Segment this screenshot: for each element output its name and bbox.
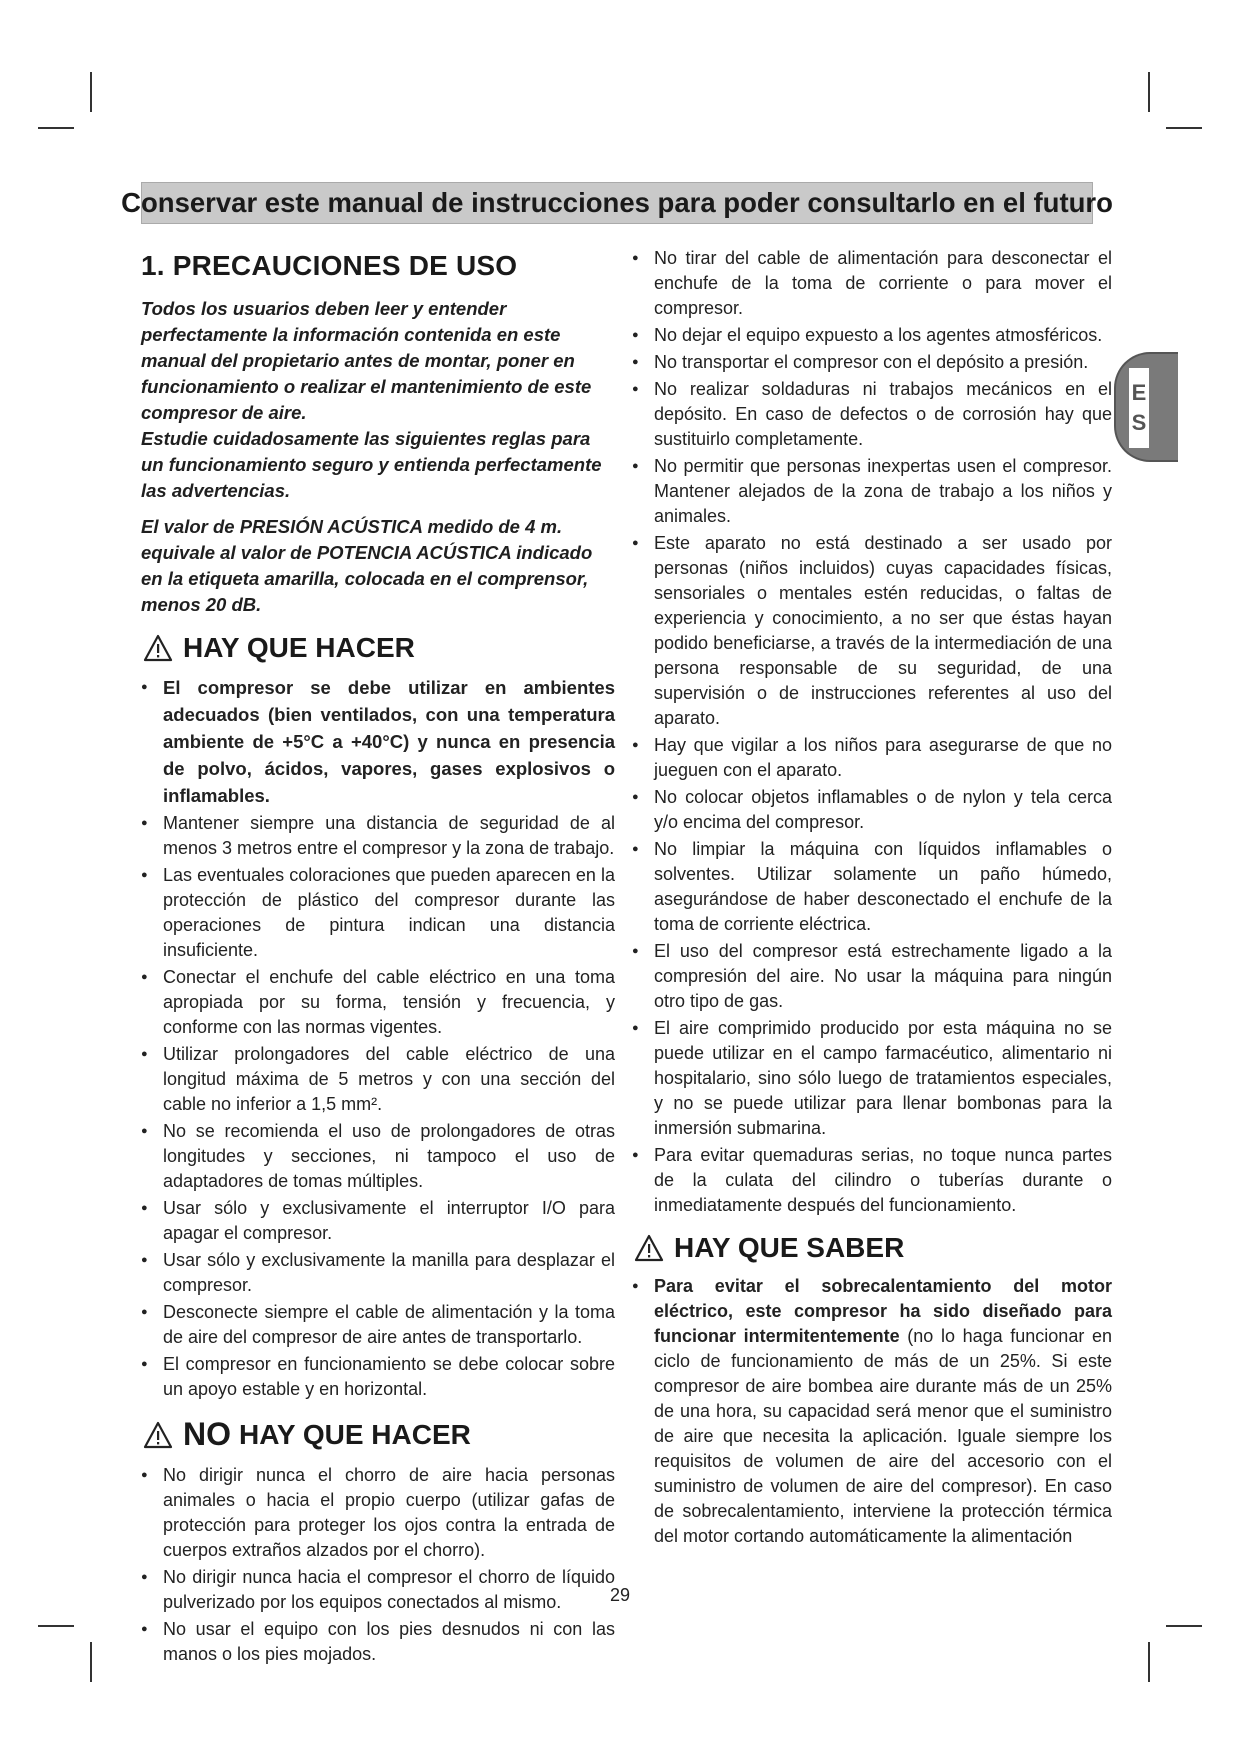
list-item <box>632 1274 1112 1549</box>
intro-paragraph: Todos los usuarios deben leer y entender perfectamente la información contenida en este manual del propietario antes de montar, poner en funcionamiento o realizar el mantenimiento de este compresor de aire. <box>141 298 592 423</box>
crop-mark <box>1148 72 1150 112</box>
list-item: ● No dirigir nunca hacia el compresor el chorro de líquido pulverizado por los equipos conectados al mismo. <box>141 1565 615 1615</box>
left-column <box>141 246 615 1669</box>
list-item: ● No dejar el equipo expuesto a los agentes atmosféricos. <box>632 323 1112 348</box>
list-item: ● El compresor en funcionamiento se debe colocar sobre un apoyo estable y en horizontal. <box>141 1352 615 1402</box>
list-item: ● El compresor se debe utilizar en ambientes adecuados (bien ventilados, con una temperatura ambiente de +5°C a +40°C) y nunca en presencia de polvo, ácidos, vapores, gases explosivos o inflamables. <box>141 674 615 809</box>
know-heading <box>634 1232 1112 1264</box>
list-item: ● Utilizar prolongadores del cable eléctrico de una longitud máxima de 5 metros y con una sección del cable no inferior a 1,5 mm². <box>141 1042 615 1117</box>
know-heading-text: HAY QUE SABER <box>674 1232 905 1263</box>
section-title: 1. PRECAUCIONES DE USO <box>141 250 518 281</box>
list-item: ● Las eventuales coloraciones que pueden aparecen en la protección de plástico del compresor durante las operaciones de pintura indican una distancia insuficiente. <box>141 863 615 963</box>
list-item: ● No realizar soldaduras ni trabajos mecánicos en el depósito. En caso de defectos o de corrosión hay que sustituirlo completamente. <box>632 377 1112 452</box>
language-tab-label <box>1129 368 1149 448</box>
do-list <box>141 674 615 1402</box>
do-heading <box>143 632 615 664</box>
know-item-text: (no lo haga funcionar en ciclo de funcionamiento de más de un 25%. Si este compresor de aire bombea aire durante más de un 25% de una hora, su capacidad será menor que el suministro de aire que necesita la aplicación. Iguale siempre los requisitos de volumen de aire del accesorio con el suministro de volumen de aire del compresor). En caso de sobrecalentamiento, interviene la protección térmica del motor cortando automáticamente la alimentación <box>654 1326 1112 1546</box>
warning-icon <box>634 1234 664 1262</box>
list-item: ● Este aparato no está destinado a ser usado por personas (niños incluidos) cuyas capacidades físicas, sensoriales o mentales estén reducidas, o faltas de experiencia y conocimiento, a no ser que éstas hayan podido beneficiarse, a través de la intermediación de una persona responsable de su seguridad, de una supervisión o de instrucciones referentes al uso del aparato. <box>632 531 1112 731</box>
dont-heading-text: HAY QUE HACER <box>239 1418 471 1450</box>
page-number: 29 <box>609 1585 631 1605</box>
language-tab <box>1114 352 1178 462</box>
crop-mark <box>1166 1625 1202 1627</box>
list-item: ● Conectar el enchufe del cable eléctrico en una toma apropiada por su forma, tensión y frecuencia, y conforme con las normas vigentes. <box>141 965 615 1040</box>
crop-mark <box>90 72 92 112</box>
dont-heading-no: NO <box>183 1416 231 1452</box>
header-banner: Conservar este manual de instrucciones para poder consultarlo en el futuro <box>141 182 1093 224</box>
list-item: ● No usar el equipo con los pies desnudos ni con las manos o los pies mojados. <box>141 1617 615 1667</box>
list-item: ● Usar sólo y exclusivamente la manilla para desplazar el compresor. <box>141 1248 615 1298</box>
list-item: ● No colocar objetos inflamables o de nylon y tela cerca y/o encima del compresor. <box>632 785 1112 835</box>
list-item: ● Usar sólo y exclusivamente el interruptor I/O para apagar el compresor. <box>141 1196 615 1246</box>
list-item: ● Para evitar quemaduras serias, no toque nunca partes de la culata del cilindro o tuberías durante o inmediatamente después del funcionamiento. <box>632 1143 1112 1218</box>
crop-mark <box>38 1625 74 1627</box>
list-item: ● Hay que vigilar a los niños para asegurarse de que no jueguen con el aparato. <box>632 733 1112 783</box>
crop-mark <box>1166 127 1202 129</box>
list-item: ● No limpiar la máquina con líquidos inflamables o solventes. Utilizar solamente un paño húmedo, asegurándose de haber desconectado el enchufe de la toma de corriente eléctrica. <box>632 837 1112 937</box>
crop-mark <box>90 1642 92 1682</box>
list-item: ● No se recomienda el uso de prolongadores de otras longitudes y secciones, ni tampoco el uso de adaptadores de tomas múltiples. <box>141 1119 615 1194</box>
list-item: ● Desconecte siempre el cable de alimentación y la toma de aire del compresor de aire antes de transportarlo. <box>141 1300 615 1350</box>
right-column <box>632 246 1112 1551</box>
list-item: ● No transportar el compresor con el depósito a presión. <box>632 350 1112 375</box>
intro-paragraph: Estudie cuidadosamente las siguientes reglas para un funcionamiento seguro y entienda perfectamente las advertencias. <box>141 428 602 501</box>
list-item: ● El aire comprimido producido por esta máquina no se puede utilizar en el campo farmacéutico, alimentario ni hospitalario, sino sólo luego de tratamientos especiales, y no se puede utilizar para llenar bombonas para la inmersión submarina. <box>632 1016 1112 1141</box>
list-item: ● No permitir que personas inexpertas usen el compresor. Mantener alejados de la zona de trabajo a los niños y animales. <box>632 454 1112 529</box>
dont-list-right <box>632 246 1112 1218</box>
intro-paragraph: El valor de PRESIÓN ACÚSTICA medido de 4 m. equivale al valor de POTENCIA ACÚSTICA indicado en la etiqueta amarilla, colocada en el comprensor, menos 20 dB. <box>141 516 593 615</box>
know-list <box>632 1274 1112 1549</box>
crop-mark <box>38 127 74 129</box>
language-letter: S <box>1131 410 1147 435</box>
list-item: ● No dirigir nunca el chorro de aire hacia personas animales o hacia el propio cuerpo (utilizar gafas de protección para proteger los ojos contra la entrada de cuerpos extraños alzados por el chorro). <box>141 1463 615 1563</box>
list-item: ● El uso del compresor está estrechamente ligado a la compresión del aire. No usar la máquina para ningún otro tipo de gas. <box>632 939 1112 1014</box>
dont-list-left <box>141 1463 615 1667</box>
list-item: ● No tirar del cable de alimentación para desconectar el enchufe de la toma de corriente o para mover el compresor. <box>632 246 1112 321</box>
dont-heading <box>143 1416 615 1453</box>
list-item: ● Mantener siempre una distancia de seguridad de al menos 3 metros entre el compresor y la zona de trabajo. <box>141 811 615 861</box>
know-item-bold: Para evitar el sobrecalentamiento del motor eléctrico, este compresor ha sido diseñado para funcionar intermitentemente <box>654 1276 1112 1346</box>
warning-icon <box>143 634 173 662</box>
warning-icon <box>143 1421 173 1449</box>
do-heading-text: HAY QUE HACER <box>183 632 415 663</box>
crop-mark <box>1148 1642 1150 1682</box>
language-letter: E <box>1131 380 1147 405</box>
